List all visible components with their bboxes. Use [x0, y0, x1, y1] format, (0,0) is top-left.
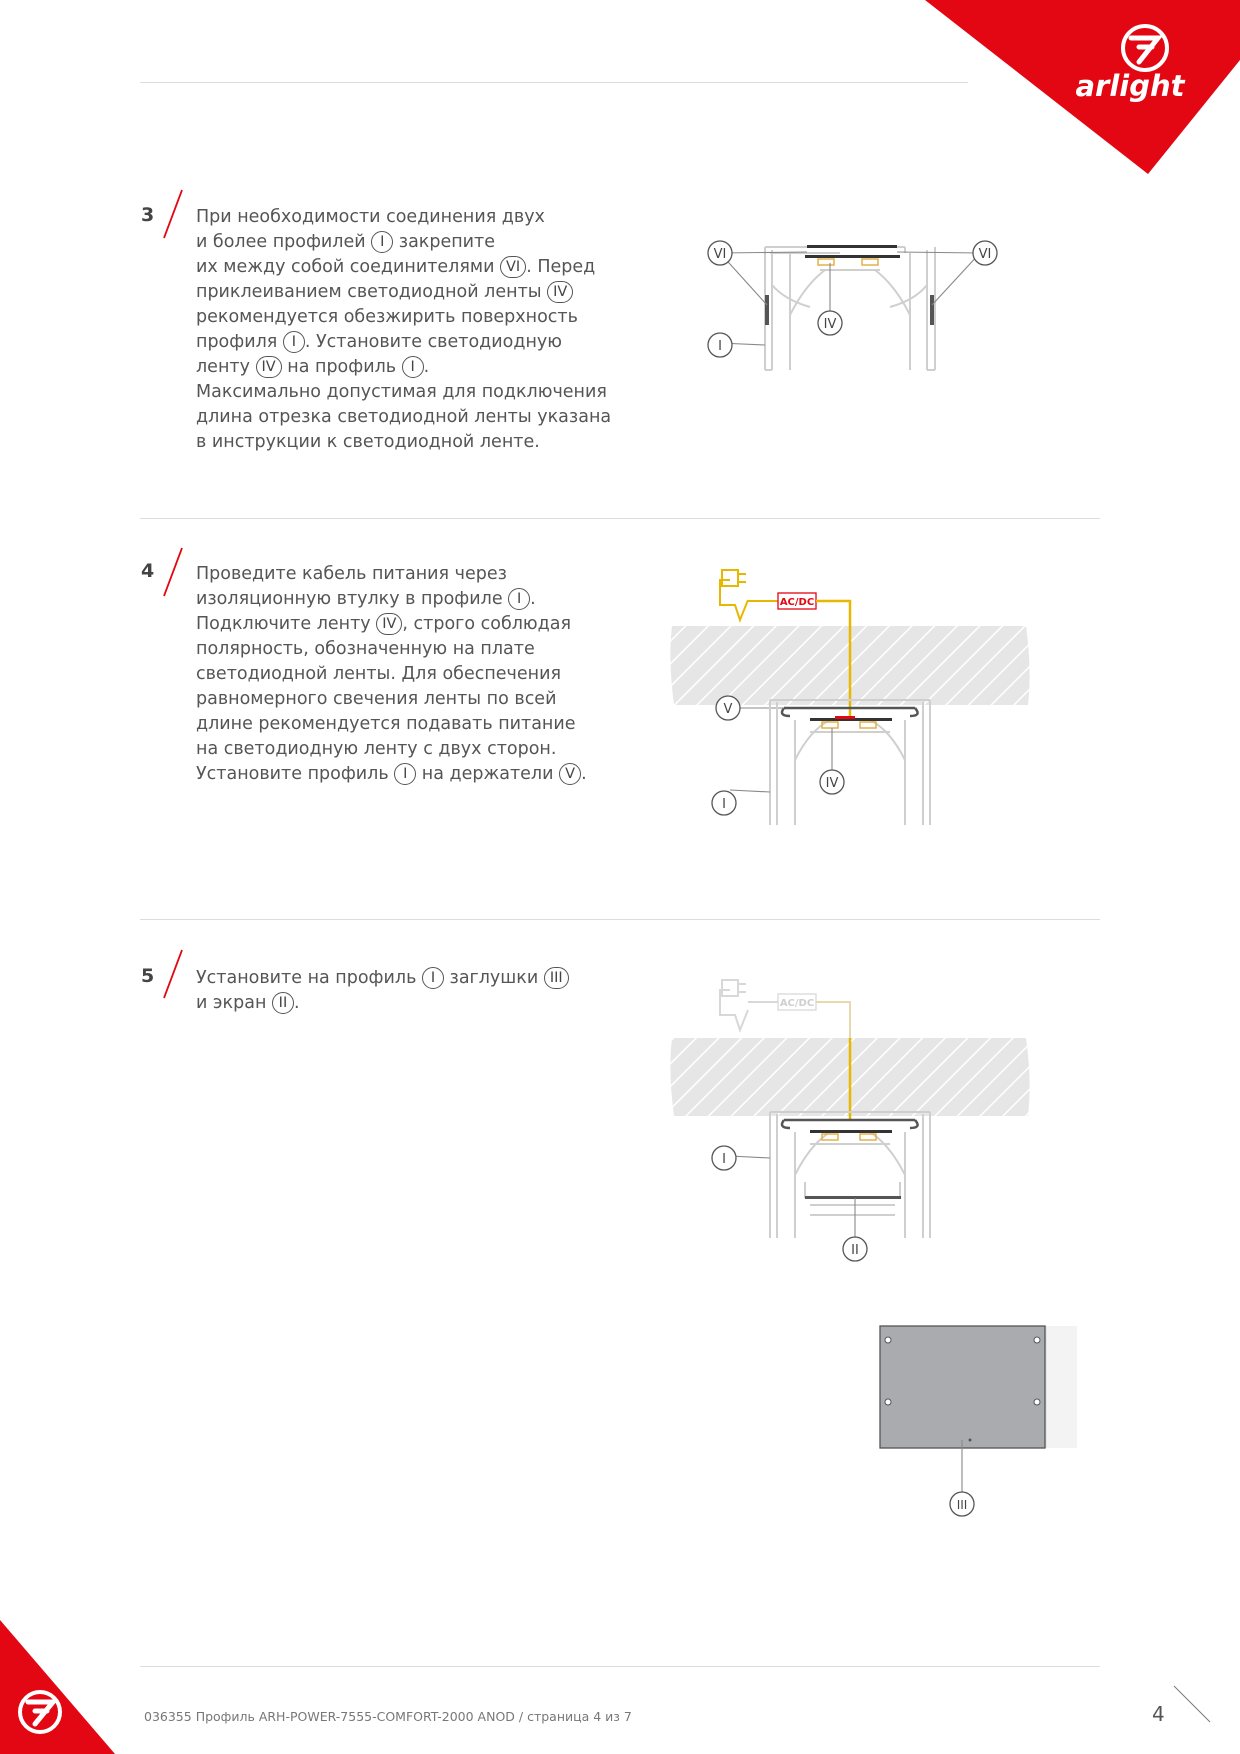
part-reference-badge: I: [508, 588, 530, 610]
text-fragment: ленту: [196, 357, 256, 377]
text-fragment: , строго соблюдая: [402, 614, 572, 634]
part-reference-badge: I: [402, 356, 424, 378]
step-text-line: [196, 305, 611, 330]
callout-iii: [950, 1492, 974, 1516]
bottom-rule: [140, 1666, 1100, 1667]
part-reference-badge: I: [422, 967, 444, 989]
step-5-diagram: [660, 960, 1050, 1270]
part-reference-badge: V: [559, 763, 581, 785]
part-reference-badge: III: [544, 967, 569, 989]
part-reference-badge: IV: [547, 281, 573, 303]
step-text-line: [196, 637, 587, 662]
text-fragment: приклеиванием светодиодной ленты: [196, 282, 548, 302]
step-text-line: [196, 587, 587, 612]
step-4-diagram: [660, 560, 1050, 830]
step-text-line: [196, 737, 587, 762]
callout-iv: [820, 770, 844, 794]
text-fragment: Максимально допустимая для подключения: [196, 382, 607, 402]
text-fragment: изоляционную втулку в профиле: [196, 589, 509, 609]
part-reference-badge: I: [394, 763, 416, 785]
part-reference-badge: I: [371, 231, 393, 253]
step-slash-icon: [160, 188, 186, 240]
step-text-line: [196, 230, 611, 255]
part-reference-badge: VI: [500, 256, 526, 278]
text-fragment: полярность, обозначенную на плате: [196, 639, 535, 659]
section-rule: [140, 919, 1100, 920]
part-reference-badge: IV: [376, 613, 402, 635]
text-fragment: на профиль: [281, 357, 402, 377]
text-fragment: их между собой соединителями: [196, 257, 501, 277]
text-fragment: закрепите: [393, 232, 496, 252]
step-text-line: [196, 762, 587, 787]
step-slash-icon: [160, 546, 186, 598]
step-text-line: [196, 380, 611, 405]
text-fragment: .: [293, 993, 300, 1013]
plug-icon: [720, 570, 748, 620]
text-fragment: . Установите светодиодную: [304, 332, 562, 352]
text-fragment: . Перед: [526, 257, 596, 277]
top-rule: [140, 82, 968, 83]
page-corner-slash-icon: [1172, 1684, 1212, 1724]
section-rule: [140, 518, 1100, 519]
step-number: 5: [141, 965, 155, 987]
brand-corner-bottom: [0, 1610, 130, 1754]
svg-text:AC/DC: AC/DC: [779, 998, 815, 1009]
step-3-diagram: [690, 225, 1020, 375]
svg-text:I: I: [718, 339, 722, 354]
callout-ii: [843, 1237, 867, 1261]
text-fragment: рекомендуется обезжирить поверхность: [196, 307, 578, 327]
step-5-text: [196, 966, 569, 1016]
text-fragment: светодиодной ленты. Для обеспечения: [196, 664, 561, 684]
end-cap-diagram: [870, 1320, 1150, 1520]
text-fragment: на держатели: [416, 764, 560, 784]
step-text-line: [196, 430, 611, 455]
text-fragment: и экран: [196, 993, 272, 1013]
step-number: 3: [141, 204, 155, 226]
step-4-text: [196, 562, 587, 787]
text-fragment: Подключите ленту: [196, 614, 377, 634]
brand-logo-text: arlight: [1075, 69, 1185, 103]
step-text-line: [196, 255, 611, 280]
text-fragment: на светодиодную ленту с двух сторон.: [196, 739, 557, 759]
step-text-line: [196, 280, 611, 305]
part-reference-badge: IV: [256, 356, 282, 378]
text-fragment: в инструкции к светодиодной ленте.: [196, 432, 540, 452]
psu-label: [778, 593, 816, 609]
callout-vi-right: [973, 241, 997, 265]
callout-iv: [818, 311, 842, 335]
page-number: 4: [1152, 1702, 1165, 1726]
step-text-line: [196, 991, 569, 1016]
step-text-line: [196, 662, 587, 687]
text-fragment: Установите на профиль: [196, 968, 422, 988]
text-fragment: Установите профиль: [196, 764, 395, 784]
callout-i: [712, 1146, 736, 1170]
text-fragment: и более профилей: [196, 232, 372, 252]
text-fragment: .: [423, 357, 430, 377]
part-reference-badge: I: [283, 331, 305, 353]
step-text-line: [196, 612, 587, 637]
svg-text:III: III: [956, 1498, 968, 1512]
text-fragment: длина отрезка светодиодной ленты указана: [196, 407, 612, 427]
svg-text:I: I: [722, 797, 726, 812]
svg-text:AC/DC: AC/DC: [779, 597, 815, 608]
text-fragment: равномерного свечения ленты по всей: [196, 689, 557, 709]
plug-icon: [720, 980, 748, 1030]
callout-i: [708, 333, 732, 357]
step-text-line: [196, 330, 611, 355]
step-slash-icon: [160, 948, 186, 1000]
svg-text:IV: IV: [823, 317, 837, 332]
step-text-line: [196, 205, 611, 230]
brand-corner: [0, 0, 1240, 180]
svg-text:I: I: [722, 1152, 726, 1167]
step-3-text: [196, 205, 611, 455]
step-text-line: [196, 712, 587, 737]
step-text-line: [196, 562, 587, 587]
svg-text:V: V: [723, 702, 733, 717]
svg-text:IV: IV: [825, 776, 839, 791]
svg-text:VI: VI: [978, 247, 992, 262]
step-number: 4: [141, 560, 155, 582]
callout-i: [712, 791, 736, 815]
text-fragment: Проведите кабель питания через: [196, 564, 507, 584]
text-fragment: При необходимости соединения двух: [196, 207, 545, 227]
step-text-line: [196, 405, 611, 430]
psu-label: [778, 994, 816, 1010]
text-fragment: профиля: [196, 332, 283, 352]
callout-vi-left: [708, 241, 732, 265]
text-fragment: длине рекомендуется подавать питание: [196, 714, 576, 734]
step-text-line: [196, 355, 611, 380]
footer-doc-line: 036355 Профиль ARH-POWER-7555-COMFORT-2000 ANOD / страница 4 из 7: [144, 1709, 632, 1724]
text-fragment: заглушки: [443, 968, 544, 988]
step-text-line: [196, 687, 587, 712]
svg-text:II: II: [851, 1243, 859, 1258]
svg-text:VI: VI: [713, 247, 727, 262]
callout-v: [716, 696, 740, 720]
step-text-line: [196, 966, 569, 991]
part-reference-badge: II: [272, 992, 294, 1014]
text-fragment: .: [530, 589, 536, 609]
text-fragment: .: [581, 764, 587, 784]
